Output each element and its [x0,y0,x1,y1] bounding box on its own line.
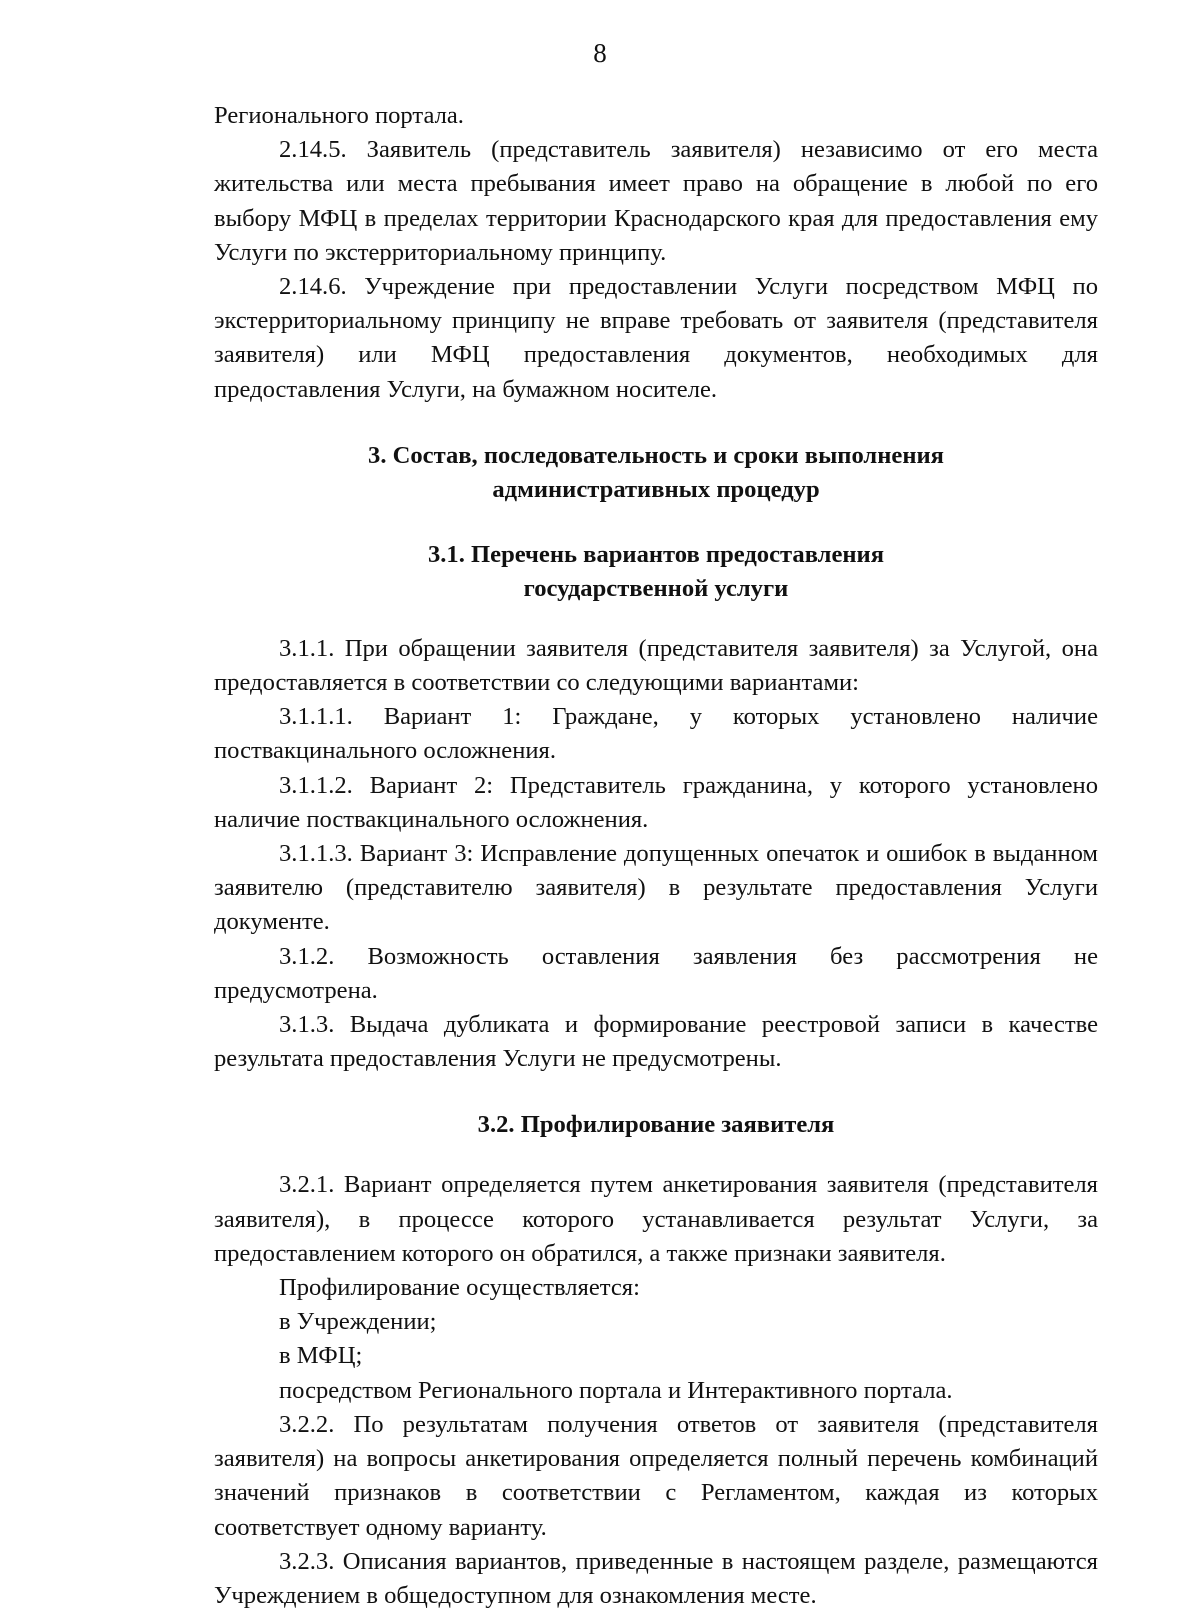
section-3-heading-line2: административных процедур [492,475,820,503]
paragraph-3-2-3: 3.2.3. Описания вариантов, приведенные в настоящем разделе, размещаются Учреждением в общедоступном для ознакомления месте. [214,1547,1098,1609]
paragraph-3-1-1: 3.1.1. При обращении заявителя (представителя заявителя) за Услугой, она предоставляется в соответствии со следующими вариантами: [214,634,1098,697]
list-item: в Учреждении; [279,1308,437,1336]
paragraph-3-1-1-1: 3.1.1.1. Вариант 1: Граждане, у которых установлено наличие поствакцинального осложнения. [214,703,1098,765]
paragraph-3-1-2: 3.1.2. Возможность оставления заявления без рассмотрения не предусмотрена. [214,942,1098,1004]
section-3-heading [214,439,1098,507]
paragraph-2-14-6: 2.14.6. Учреждение при предоставлении Услуги посредством МФЦ по экстерриториальному принципу не вправе требовать от заявителя (представителя заявителя) или МФЦ предоставления документов, необходимых для предоставления Услуги, на бумажном носителе. [214,273,1098,403]
list-item: посредством Регионального портала и Интерактивного портала. [279,1376,953,1404]
paragraph-3-2-2: 3.2.2. По результатам получения ответов от заявителя (представителя заявителя) на вопросы анкетирования определяется полный перечень комбинаций значений признаков в соответствии с Регламентом, каждая из которых соответствует одному варианту. [214,1410,1098,1541]
paragraph-2-14-5: 2.14.5. Заявитель (представитель заявителя) независимо от его места жительства или места пребывания имеет право на обращение в любой по его выбору МФЦ в пределах территории Краснодарского края для предоставления ему Услуги по экстерриториальному принципу. [214,136,1098,266]
list-item: в МФЦ; [279,1342,363,1370]
page-number: 8 [593,38,607,68]
section-3-2-heading: 3.2. Профилирование заявителя [477,1111,835,1139]
paragraph-3-1-1-3: 3.1.1.3. Вариант 3: Исправление допущенных опечаток и ошибок в выданном заявителю (представителю заявителя) в результате предоставления Услуги документе. [214,840,1098,936]
paragraph-3-1-3: 3.1.3. Выдача дубликата и формирование реестровой записи в качестве результата предоставления Услуги не предусмотрены. [214,1011,1098,1073]
paragraph-3-2-1: 3.2.1. Вариант определяется путем анкетирования заявителя (представителя заявителя), в процессе которого устанавливается результат Услуги, за предоставлением которого он обратился, а также признаки заявителя. [214,1171,1098,1267]
paragraph-continuation: Регионального портала. [214,102,464,129]
list-intro: Профилирование осуществляется: [279,1274,640,1302]
section-3-1-heading [214,538,1098,606]
section-3-heading-line1: 3. Состав, последовательность и сроки выполнения [368,441,944,469]
document-body [214,99,1098,1613]
paragraph-3-1-1-2: 3.1.1.2. Вариант 2: Представитель гражданина, у которого установлено наличие поствакцинального осложнения. [214,771,1098,833]
section-3-1-heading-line1: 3.1. Перечень вариантов предоставления [427,540,885,568]
section-3-1-heading-line2: государственной услуги [523,574,789,602]
